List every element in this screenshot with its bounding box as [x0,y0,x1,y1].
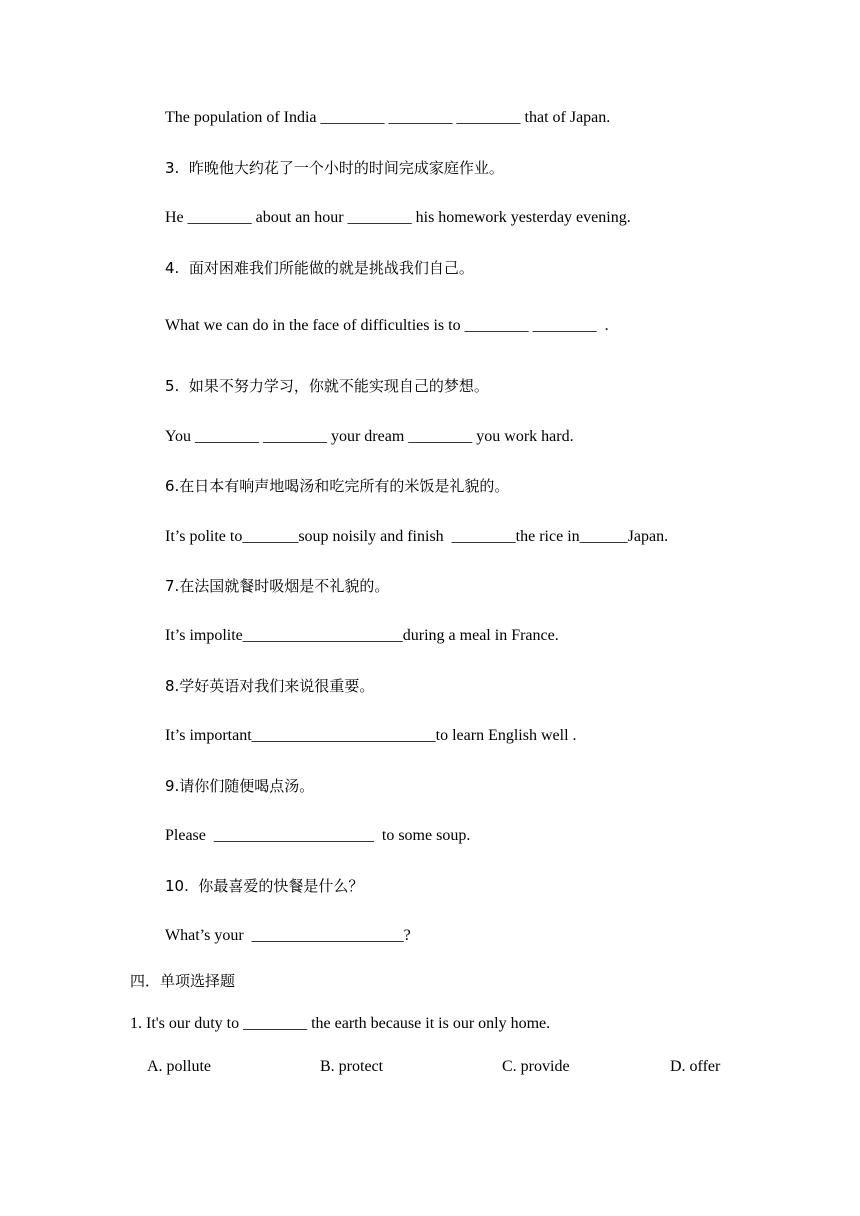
chinese-prompt: 6.在日本有响声地喝汤和吃完所有的米饭是礼貌的。 [165,477,510,495]
chinese-prompt: 7.在法国就餐时吸烟是不礼貌的。 [165,577,390,595]
option-a: A. pollute [147,1058,211,1075]
option-d: D. offer [670,1058,721,1075]
sentence-line: What’s your ___________________? [165,927,411,944]
sentence-line: Please ____________________ to some soup. [165,827,471,844]
section-title: 四．单项选择题 [130,972,236,990]
sentence-line: It’s important_______________________to learn English well . [165,727,577,744]
sentence-line: You ________ ________ your dream ________ you work hard. [165,428,574,445]
sentence-line: It’s impolite____________________during a meal in France. [165,627,559,644]
chinese-prompt: 9.请你们随便喝点汤。 [165,777,315,795]
sentence-line: What we can do in the face of difficulties is to ________ ________ . [165,317,609,334]
chinese-prompt: 3. 昨晚他大约花了一个小时的时间完成家庭作业。 [165,159,504,177]
chinese-prompt: 5. 如果不努力学习，你就不能实现自己的梦想。 [165,377,489,395]
question-stem: 1. It's our duty to ________ the earth because it is our only home. [130,1015,551,1032]
chinese-prompt: 8.学好英语对我们来说很重要。 [165,677,375,695]
chinese-prompt: 10. 你最喜爱的快餐是什么？ [165,877,364,895]
sentence-line: He ________ about an hour ________ his homework yesterday evening. [165,209,631,226]
sentence-line: The population of India ________ ________ ________ that of Japan. [165,109,611,126]
chinese-prompt: 4. 面对困难我们所能做的就是挑战我们自己。 [165,259,474,277]
option-c: C. provide [502,1058,570,1075]
option-b: B. protect [320,1058,384,1075]
sentence-line: It’s polite to_______soup noisily and finish ________the rice in______Japan. [165,528,669,545]
